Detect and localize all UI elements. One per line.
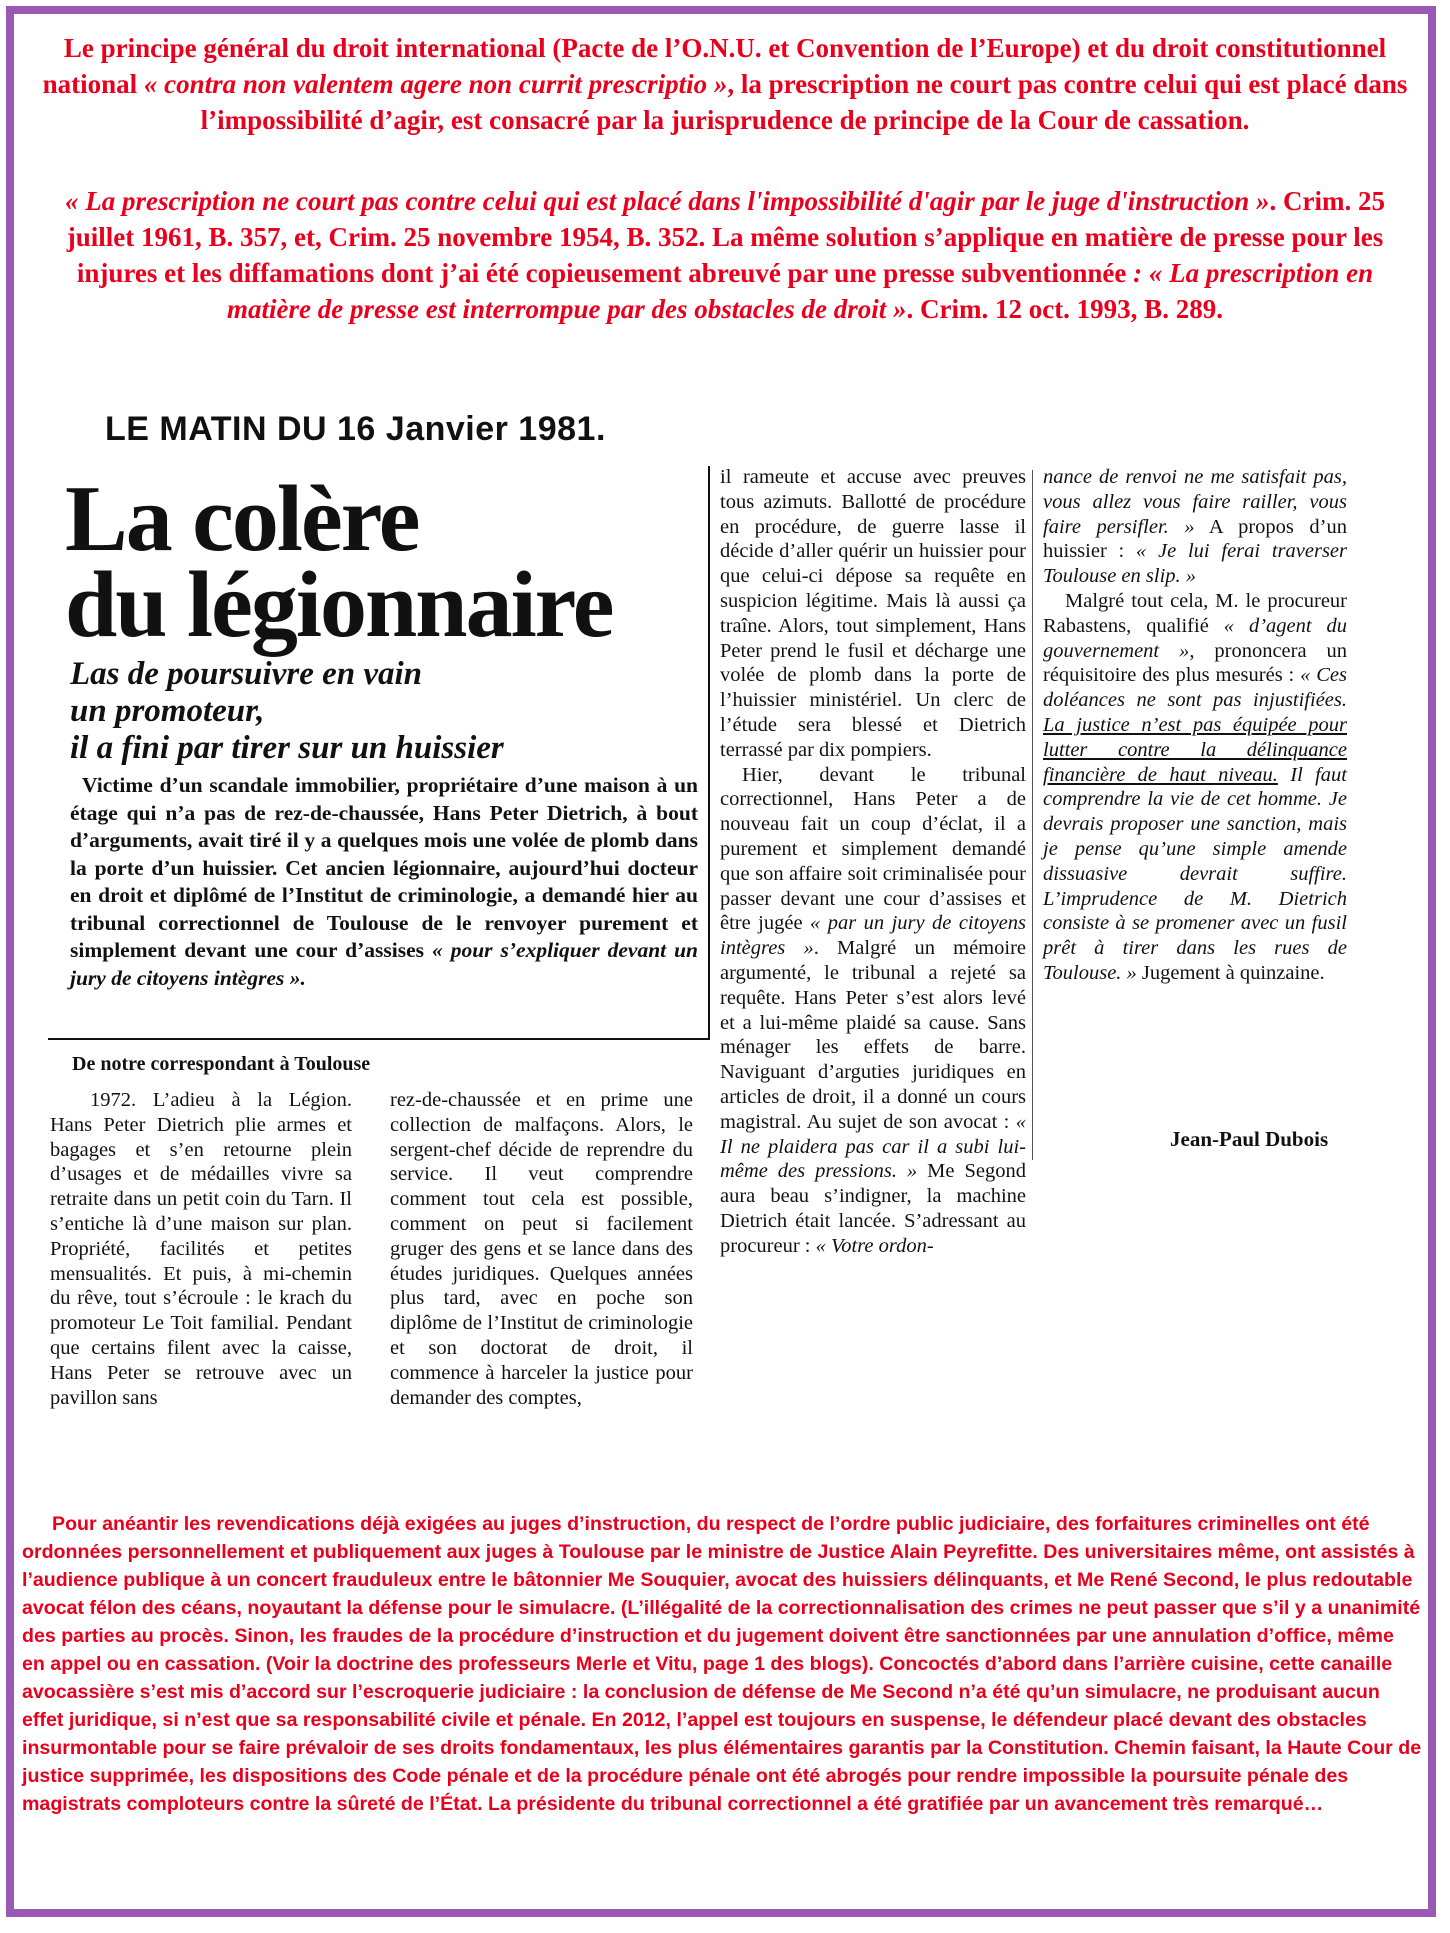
intro-paragraph — [40, 30, 1410, 138]
column-4-quote-5: Il faut comprendre la vie de cet homme. Je devrais proposer une sanction, mais je pense qu’une simple amende dissuasive devrait suffire. L’imprudence de M. Dietrich consiste à se promener avec un fusil prêt à tirer dans les rues de Toulouse. » — [1043, 763, 1347, 984]
commentary-text: Pour anéantir les revendications déjà exigées au juges d’instruction, du respect de l’ordre public judiciaire, des forfaitures criminelles ont été ordonnées personnellement et publiquement aux juges à Toulouse par le ministre de Justice Alain Peyrefitte. Des universitaires même, ont assistés à l’audience publique à un concert frauduleux entre le bâtonnier Me Souquier, avocat des huissiers délinquants, et Me René Second, le plus redoutable avocat félon des céans, noyautant la défense pour le simulacre. (L’illégalité de la correctionnalisation des crimes ne peut passer que s’il y a unanimité des parties au procès. Sinon, les fraudes de la procédure d’instruction et du jugement doivent être sanctionnées par une annulation d’office, même en appel ou en cassation. (Voir la doctrine des professeurs Merle et Vitu, page 1 des blogs). Concoctés d’abord dans l’arrière cuisine, cette canaille avocassière s’est mis d’accord sur l’escroquerie judiciaire : la conclusion de défense de Me Second n’a été qu’un simulacre, ne produisant aucun effet juridique, si n’est que sa responsabilité civile et pénale. En 2012, l’appel est toujours en suspense, le défendeur placé devant des obstacles insurmontable pour se faire prévaloir de ses droits fondamentaux, les plus élémentaires garantis par la Constitution. Chemin faisant, la Haute Cour de justice supprimée, les dispositions des Code pénale et de la procédure pénale ont été abrogés pour rendre impossible la poursuite pénale des magistrats comploteurs contre la sûreté de l’État. La présidente du tribunal correctionnel a été gratifiée par un avancement très remarqué… — [22, 1513, 1422, 1815]
column-4-underlined-quote: La justice n’est pas équipée pour lutter contre la délinquance financière de haut niveau. — [1043, 713, 1347, 786]
article-column-2 — [390, 1088, 693, 1410]
article-column-3 — [720, 465, 1026, 1259]
correspondent-line: De notre correspondant à Toulouse — [72, 1053, 371, 1075]
column-4-text-1: A propos d’un huissier : — [1043, 515, 1347, 563]
column-3-text-c: . Malgré un mémoire argumenté, le tribunal a rejeté sa requête. Hans Peter s’est alors levé et a lui-même plaidé sa cause. Sans ménager les effets de barre. Naviguant d’arguties juridiques en articles de droit, il a donné un cours magistral. Au sujet de son avocat : — [720, 937, 1026, 1133]
lead-text: Victime d’un scandale immobilier, propriétaire d’une maison à un étage qui n’a pas de rez-de-chaussée, Hans Peter Dietrich, à bout d’arguments, avait tiré il y a quelques mois une volée de plomb dans la porte d’un huissier. Cet ancien légionnaire, aujourd’hui docteur en droit et diplômé de l’Institut de criminologie, a demandé hier au tribunal correctionnel de Toulouse de le renvoyer purement et simplement devant une cour d’assises — [70, 773, 698, 962]
column-4-text-3: , prononcera un réquisitoire des plus mesurés : — [1043, 639, 1348, 687]
article-signature: Jean-Paul Dubois — [1170, 1127, 1329, 1151]
article-headline — [65, 467, 613, 657]
column-4-text-2: Malgré tout cela, M. le procureur Rabastens, qualifié — [1043, 589, 1347, 637]
column-3-quote-1: « par un jury de citoyens intègres » — [720, 912, 1027, 960]
newspaper-masthead: LE MATIN DU 16 Janvier 1981. — [105, 410, 606, 448]
column-4-quote-2: « Je lui ferai traverser Toulouse en slip. » — [1043, 540, 1348, 588]
jurisprudence-text-1: . Crim. 25 juillet 1961, B. 357, et, Crim. 25 novembre 1954, B. 352. La même solution s’applique en matière de presse pour les injures et les diffamations dont j’ai été copieusement abreuvé par une presse subventionnée — [66, 186, 1386, 288]
intro-latin-maxim: « contra non valentem agere non currit prescriptio » — [143, 69, 728, 99]
column-3-text-a: il rameute et accuse avec preuves tous azimuts. Ballotté de procédure en procédure, de guerre lasse il décide d’aller quérir un huissier pour que celui-ci dépose sa requête en suspicion légitime. Mais là aussi ça traîne. Alors, tout simplement, Hans Peter prend le fusil et décharge une volée de plomb dans la porte de l’huissier ministériel. Un clerc de l’étude sera blessé et Dietrich terrassé par dix pompiers. — [720, 466, 1026, 761]
subhead-line-1: Las de poursuivre en vain — [70, 656, 423, 692]
jurisprudence-paragraph — [40, 183, 1410, 327]
lead-divider-horizontal — [48, 1038, 708, 1040]
article-subheadline — [70, 656, 504, 767]
column-2-text: rez-de-chaussée et en prime une collection de malfaçons. Alors, le sergent-chef décide de reprendre du service. Il veut comprendre comment tout cela est possible, comment on peut si facilement gruger des gens et se lance dans des études juridiques. Quelques années plus tard, avec en poche son diplôme de l’Institut de criminologie et son doctorat de droit, il commence à harceler la justice pour demander des comptes, — [390, 1089, 693, 1409]
subhead-line-3: il a fini par tirer sur un huissier — [70, 730, 504, 766]
column-3-quote-3: « Votre ordon- — [815, 1234, 934, 1257]
headline-line-2: du légionnaire — [65, 553, 613, 657]
article-column-4 — [1043, 465, 1347, 986]
jurisprudence-text-2: . Crim. 12 oct. 1993, B. 289. — [906, 294, 1223, 324]
column-divider — [1032, 470, 1033, 1160]
column-3-text-b: Hier, devant le tribunal correctionnel, Hans Peter a de nouveau fait un coup d’éclat, il a purement et simplement demandé que son affaire soit criminalisée pour passer devant une cour d’assises et être jugée — [720, 763, 1026, 935]
column-4-quote-4: « Ces doléances ne sont pas injustifiées. — [1043, 664, 1348, 712]
intro-text-1: Le principe général du droit international (Pacte de l’O.N.U. et Convention de l’Europe) et du droit constitutionnel national — [42, 33, 1387, 99]
headline-line-1: La colère — [65, 467, 419, 571]
column-4-text-4: Jugement à quinzaine. — [1136, 961, 1325, 984]
lead-quote: « pour s’expliquer devant un jury de citoyens intègres ». — [70, 938, 699, 990]
jurisprudence-quote-2: : « La prescription en matière de presse est interrompue par des obstacles de droit » — [227, 258, 1374, 324]
column-4-quote-3: « d’agent du gouvernement » — [1043, 614, 1348, 662]
article-column-1 — [50, 1088, 352, 1410]
article-lead — [70, 772, 698, 992]
subhead-line-2: un promoteur, — [70, 693, 265, 729]
column-3-quote-2: « Il ne plaidera pas car il a subi lui-même des pressions. » — [720, 1110, 1026, 1183]
intro-text-2: , la prescription ne court pas contre celui qui est placé dans l’impossibilité d’agir, est consacré par la jurisprudence de principe de la Cour de cassation. — [200, 69, 1408, 135]
commentary-paragraph — [22, 1510, 1422, 1818]
jurisprudence-quote-1: « La prescription ne court pas contre celui qui est placé dans l'impossibilité d'agir par le juge d'instruction » — [64, 186, 1270, 216]
column-4-quote-1: nance de renvoi ne me satisfait pas, vous allez vous faire railler, vous faire persifler. » — [1043, 466, 1347, 538]
column-3-text-d: Me Segond aura beau s’indigner, la machine Dietrich était lancée. S’adressant au procureur : — [720, 1160, 1027, 1257]
column-1-text: 1972. L’adieu à la Légion. Hans Peter Dietrich plie armes et bagages et s’en retourne plein d’usages et de médailles vivre sa retraite dans un petit coin du Tarn. Il s’entiche là d’une maison sur plan. Propriété, facilités et petites mensualités. Et puis, à mi-chemin du rêve, tout s’écroule : le krach du promoteur Le Toit familial. Pendant que certains filent avec la caisse, Hans Peter se retrouve avec un pavillon sans — [50, 1089, 352, 1409]
lead-divider-vertical — [708, 466, 710, 1040]
